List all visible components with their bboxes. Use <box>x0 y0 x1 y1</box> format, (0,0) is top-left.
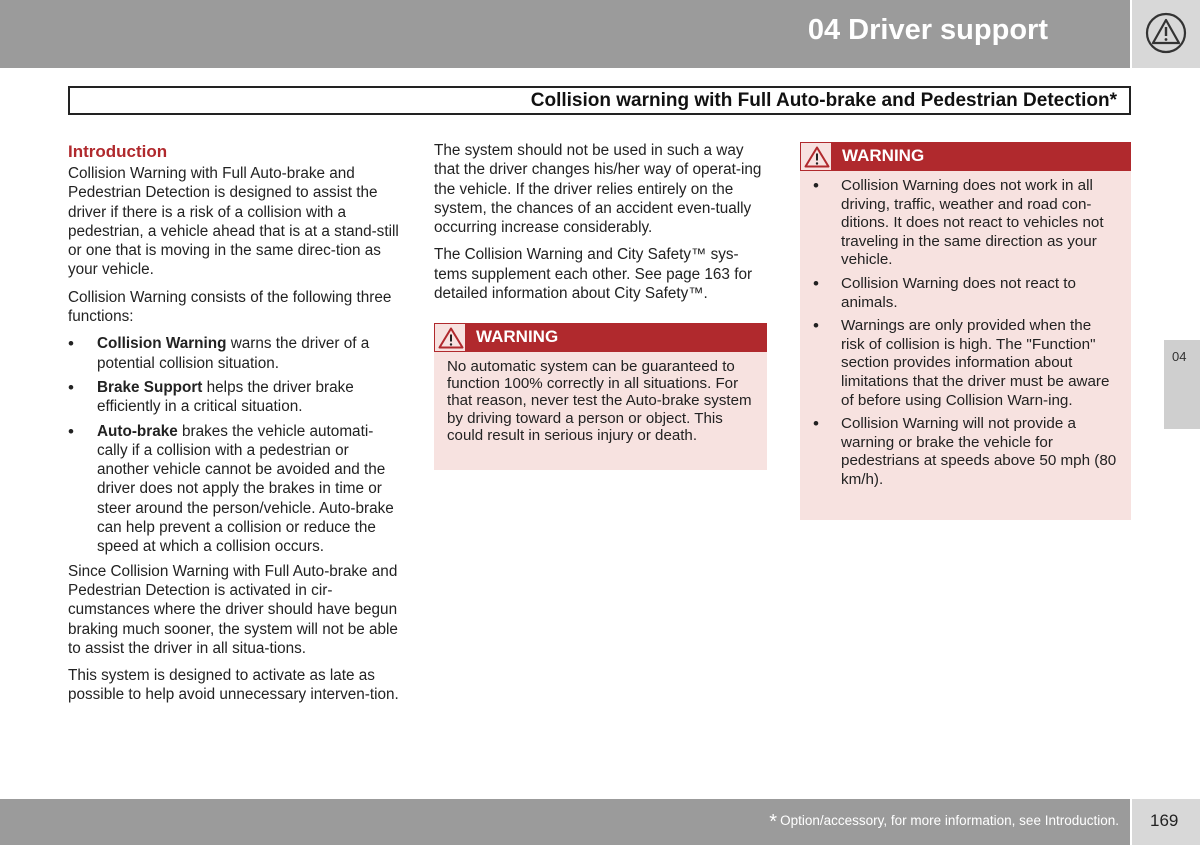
usage-paragraph: The system should not be used in such a way that the driver changes his/her way of operat-ing the vehicle. If the driver relies entirely on the system, the chances of an accident even-tually occurring increase considerably. <box>434 142 762 237</box>
list-item <box>68 334 402 373</box>
side-tab-label: 04 <box>1172 349 1187 364</box>
footer-bar <box>0 799 1130 845</box>
activation-paragraph: Since Collision Warning with Full Auto-brake and Pedestrian Detection is activated in cir-cumstances where the driver should have begun braking much sooner, the system will not be able to assist the driver in all situa-tions. <box>68 562 398 657</box>
warning-icon-frame <box>434 323 466 352</box>
warning-triangle-icon <box>438 327 464 349</box>
function-term: Brake Support <box>97 378 203 396</box>
warning-list <box>813 177 1117 490</box>
function-term: Auto-brake <box>97 422 178 440</box>
warning-text: No automatic system can be guaranteed to function 100% correctly in all situations. For that reason, never test the Auto-brake system by driving toward a person or object. This could result in serious injury or death. <box>447 358 752 444</box>
section-title: Collision warning with Full Auto-brake and Pedestrian Detection* <box>530 90 1117 111</box>
warning-box-auto-brake <box>434 323 767 470</box>
warning-header <box>800 142 1131 171</box>
warning-header <box>434 323 767 352</box>
chapter-icon-box <box>1132 0 1200 68</box>
function-desc: helps the driver brake efficiently in a critical situation. <box>97 378 354 416</box>
column-usage <box>434 141 767 311</box>
warning-label: WARNING <box>476 327 559 346</box>
page-number: 169 <box>1150 811 1179 830</box>
warning-icon-frame <box>800 142 832 171</box>
warning-box-limitations <box>800 142 1131 520</box>
function-desc: warns the driver of a potential collision situation. <box>97 335 370 372</box>
warning-list-container <box>800 171 1131 490</box>
city-safety-paragraph: The Collision Warning and City Safety™ sys-tems supplement each other. See page 163 for detailed information about City Safety™. <box>434 246 753 303</box>
chapter-header-bar <box>0 0 1130 68</box>
function-desc: brakes the vehicle automati-cally if a collision with a pedestrian or another vehicle cannot be avoided and the driver does not apply the brakes in time or steer around the person/vehicle. Auto-brake can help prevent a collision or reduce the speed at which a collision occurs. <box>97 422 394 556</box>
page-number-box <box>1132 799 1200 845</box>
list-item: • Warnings are only provided when the risk of collision is high. The "Function" section provides information about limitations that the driver must be aware of before using Collision Warn-ing. <box>813 317 1117 410</box>
design-paragraph: This system is designed to activate as late as possible to help avoid unnecessary interven-tion. <box>68 667 399 704</box>
chapter-side-tab[interactable] <box>1164 340 1200 429</box>
list-item: • Collision Warning does not react to animals. <box>813 275 1117 312</box>
footer-note <box>769 811 1119 834</box>
function-term: Collision Warning <box>97 335 227 353</box>
functions-paragraph: Collision Warning consists of the following three functions: <box>68 288 392 326</box>
functions-list <box>68 334 402 556</box>
list-item <box>68 378 402 417</box>
footnote-text: Option/accessory, for more information, see Introduction. <box>780 813 1119 828</box>
chapter-title: 04 Driver support <box>807 14 1048 46</box>
section-header <box>68 86 1131 115</box>
warning-label: WARNING <box>842 146 925 165</box>
list-item <box>68 422 402 557</box>
intro-paragraph: Collision Warning with Full Auto-brake and Pedestrian Detection is designed to assist the driver if there is a risk of a collision with a pedestrian, a vehicle ahead that is at a stand-still or one that is moving in the same direc-tion as your vehicle. <box>68 165 399 279</box>
warning-triangle-icon <box>804 146 830 168</box>
warning-triangle-icon <box>1145 12 1187 54</box>
column-introduction <box>68 141 402 713</box>
footnote-star: * <box>769 811 778 833</box>
list-item: • Collision Warning does not work in all driving, traffic, weather and road con-ditions. It does not react to vehicles not traveling in the same direction as your vehicle. <box>813 177 1117 270</box>
list-item: • Collision Warning will not provide a warning or brake the vehicle for pedestrians at speeds above 50 mph (80 km/h). <box>813 415 1117 489</box>
introduction-heading: Introduction <box>68 142 168 161</box>
